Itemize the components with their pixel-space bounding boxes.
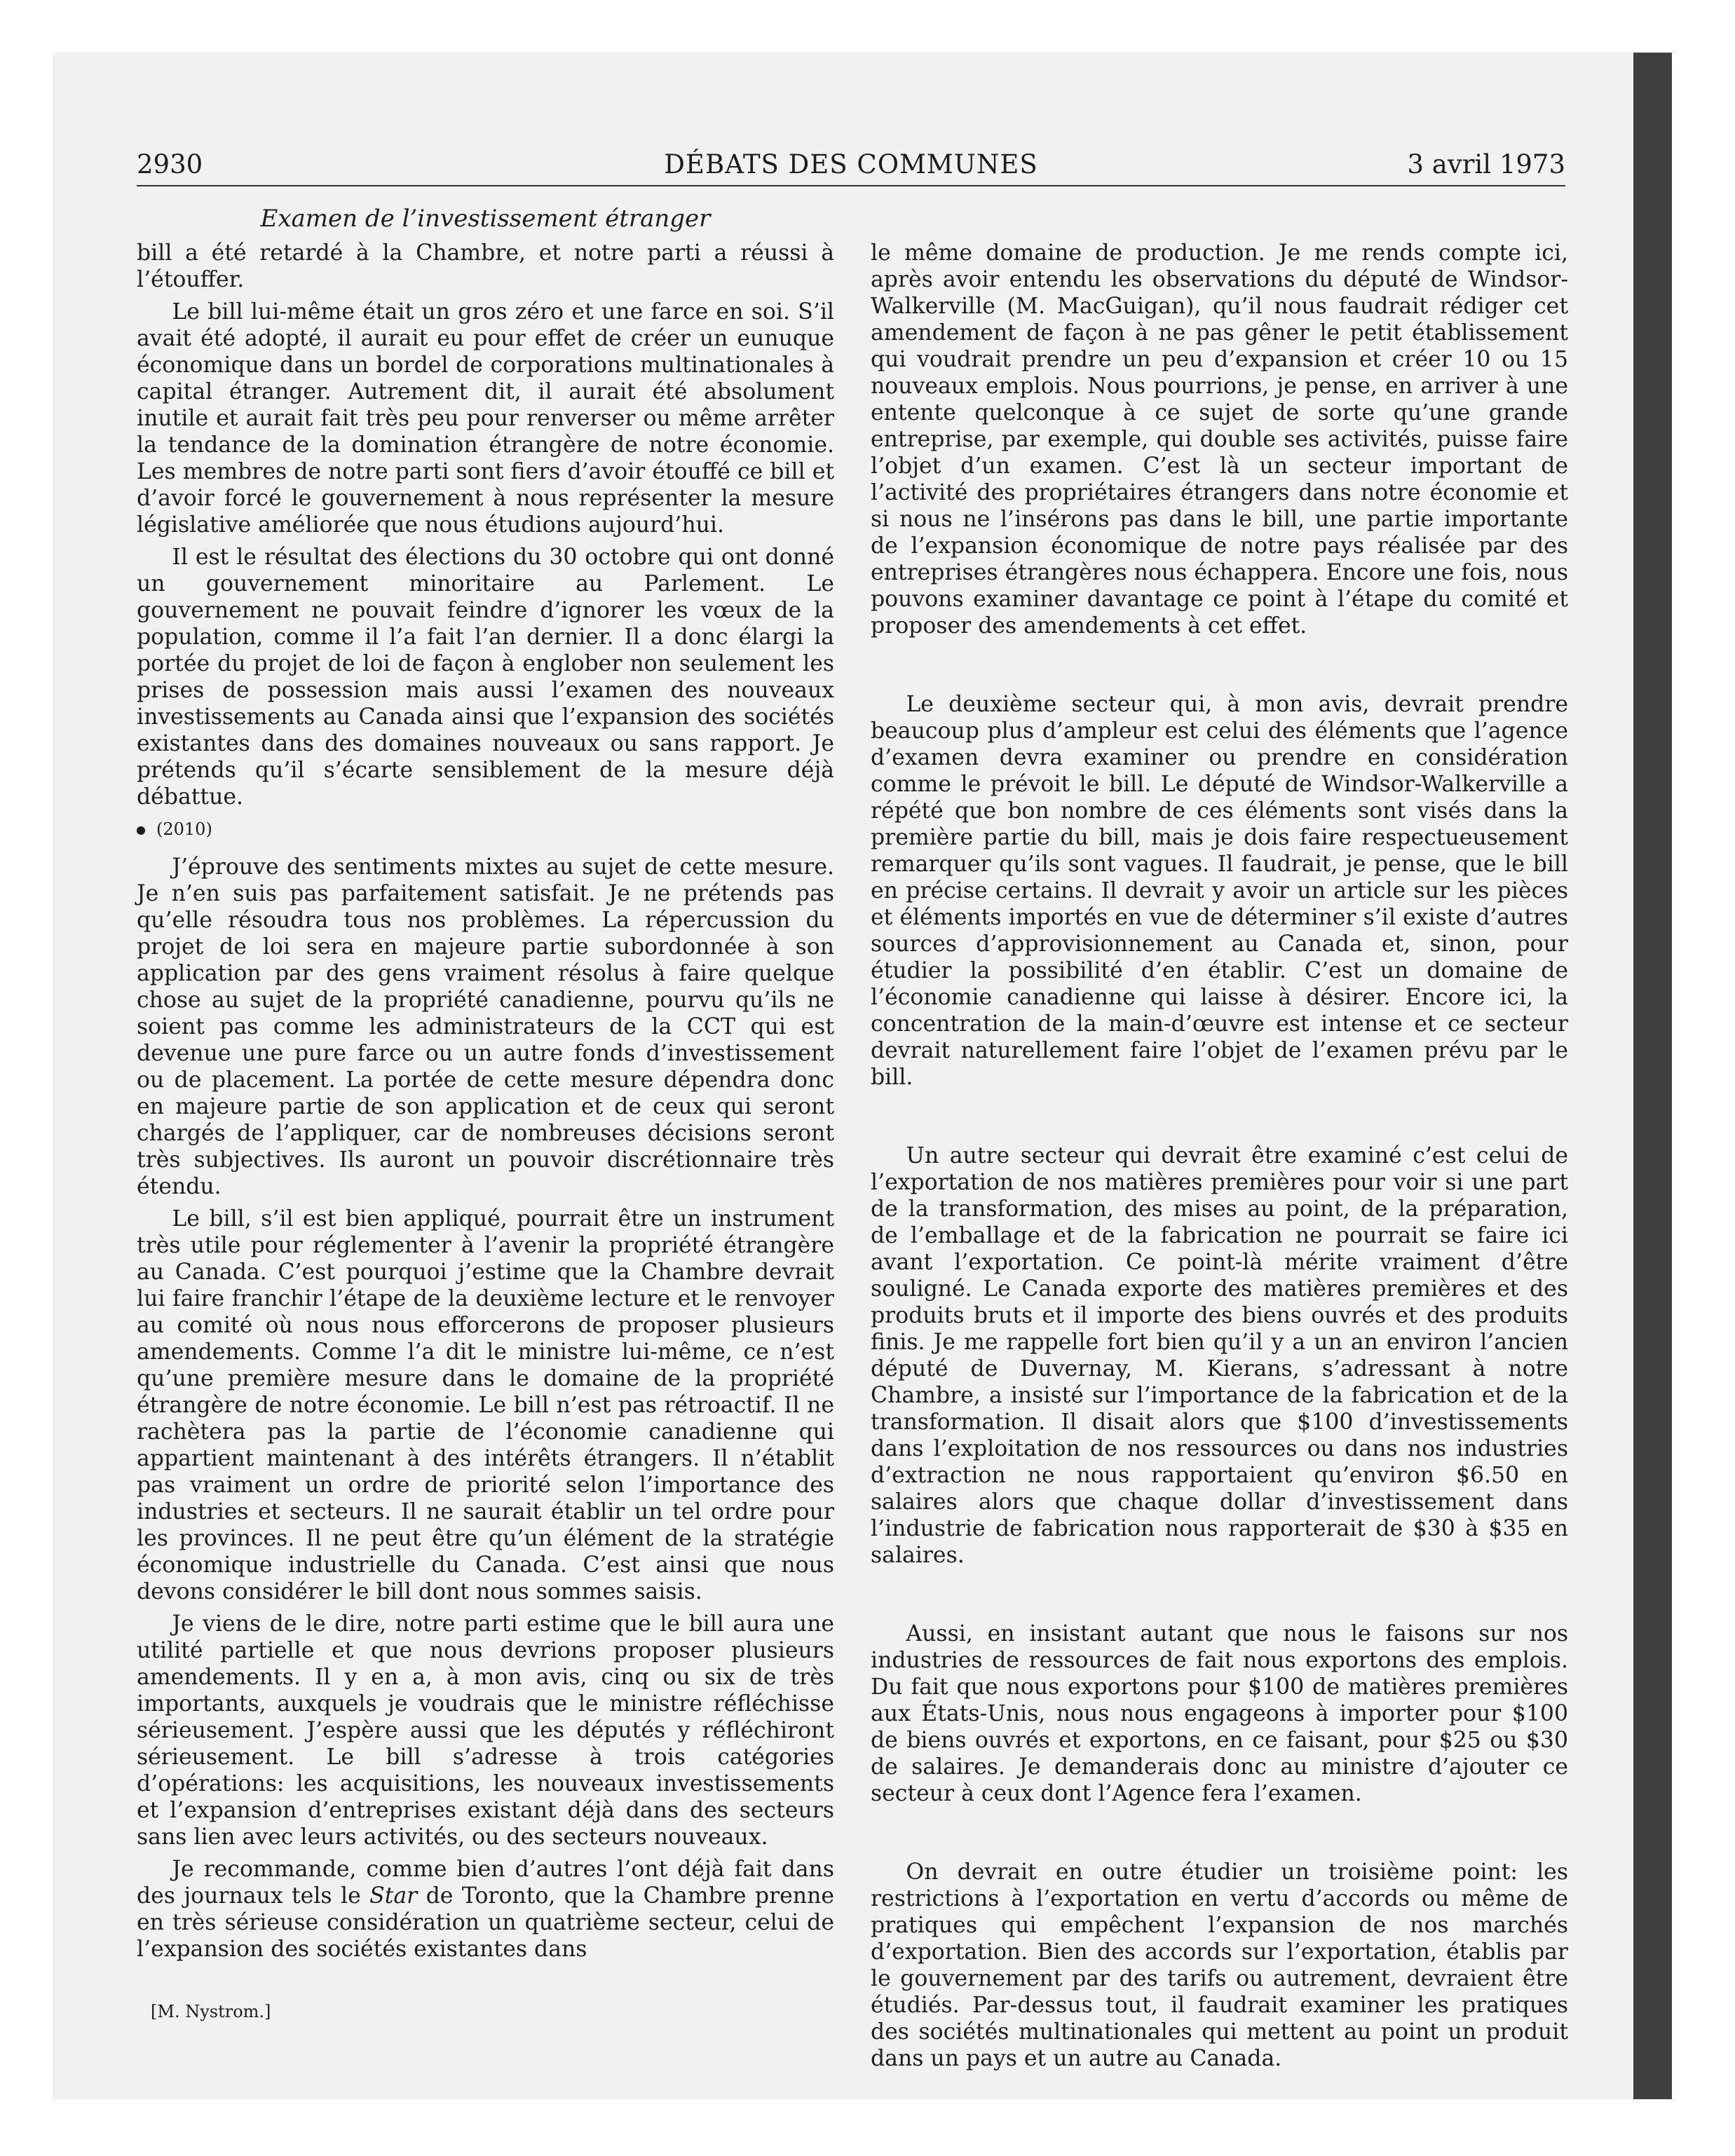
paragraph-text: Je recommande, comme bien d’autres l’ont déjà fait dans des journaux tels le <box>137 1857 834 1909</box>
scan-edge-shadow <box>1633 53 1672 2099</box>
paragraph: Le bill, s’il est bien appliqué, pourrait être un instrument très utile pour réglementer à l’avenir la propriété étrangère au Canada. C’est pourquoi j’estime que la Chambre devrait lui faire franchir l’étape de la deuxième lecture et le renvoyer au comité où nous nous efforcerons de proposer plusieurs amendements. Comme l’a dit le ministre lui-même, ce n’est qu’une première mesure dans le domaine de la propriété étrangère de notre économie. Le bill n’est pas rétroactif. Il ne rachètera pas la partie de l’économie canadienne qui appartient maintenant à des intérêts étrangers. Il n’établit pas vraiment un ordre de priorité selon l’importance des industries et secteurs. Il ne saurait établir un tel ordre pour les provinces. Il ne peut être qu’un élément de la stratégie économique industrielle du Canada. C’est ainsi que nous devons considérer le bill dont nous sommes saisis. <box>137 1206 834 1604</box>
paragraph: Un autre secteur qui devrait être examiné c’est celui de l’exportation de nos matières premières pour voir si une part de la transformation, des mises au point, de la préparation, de l’emballage et de la fabrication ne pourrait se faire ici avant l’exportation. Ce point-là mérite vraiment d’être souligné. Le Canada exporte des matières premières et des produits bruts et il importe des biens ouvrés et des produits finis. Je me rappelle fort bien qu’il y a un an environ l’ancien député de Duvernay, M. Kierans, s’adressant à notre Chambre, a insisté sur l’importance de la fabrication et de la transformation. Il disait alors que $100 d’investissements dans l’exploitation de nos ressources ou dans nos industries d’extraction ne nous rapportaient qu’environ $6.50 en salaires alors que chaque dollar d’investissement dans l’industrie de fabrication nous rapporterait de $30 à $35 en salaires. <box>871 1143 1568 1568</box>
time-marker <box>137 816 834 842</box>
newspaper-name: Star <box>369 1883 418 1909</box>
page-date: 3 avril 1973 <box>1407 149 1565 179</box>
paragraph: le même domaine de production. Je me rends compte ici, après avoir entendu les observations du député de Windsor-Walkerville (M. MacGuigan), qu’il nous faudrait rédiger cet amendement de façon à ne pas gêner le petit établissement qui voudrait prendre un peu d’expansion et créer 10 ou 15 nouveaux emplois. Nous pourrions, je pense, en arriver à une entente quelconque à ce sujet de sorte qu’une grande entreprise, par exemple, qui double ses activités, puisse faire l’objet d’un examen. C’est là un secteur important de l’activité des propriétaires étrangers dans notre économie et si nous ne l’insérons pas dans le bill, une partie importante de l’expansion économique de notre pays réalisée par des entreprises étrangères nous échappera. Encore une fois, nous pouvons examiner davantage ce point à l’étape du comité et proposer des amendements à cet effet. <box>871 240 1569 639</box>
time-marker-text: (2010) <box>156 819 212 839</box>
journal-title: DÉBATS DES COMMUNES <box>664 149 1038 179</box>
page-header <box>137 147 1565 186</box>
paragraph: On devrait en outre étudier un troisième point: les restrictions à l’exportation en vertu d’accords ou même de pratiques qui empêchent l’expansion de nos marchés d’exportation. Bien des accords sur l’exportation, établis par le gouvernement par des tarifs ou autrement, devraient être étudiés. Par-dessus tout, il faudrait examiner les pratiques des sociétés multinationales qui mettent au point un produit dans un pays et un autre au Canada. <box>871 1860 1568 2071</box>
speaker-note: [M. Nystrom.] <box>151 2002 271 2021</box>
paragraph-text: de Toronto, que la Chambre prenne en très sérieuse considération un quatrième secteur, celui de l’expansion des sociétés existantes dans <box>137 1883 834 1962</box>
left-column <box>137 240 834 1968</box>
paragraph: Je viens de le dire, notre parti estime que le bill aura une utilité partielle et que nous devrions proposer plusieurs amendements. Il y en a, à mon avis, cinq ou six de très importants, auxquels je voudrais que le ministre réfléchisse sérieusement. J’espère aussi que les députés y réfléchiront sérieusement. Le bill s’adresse à trois catégories d’opérations: les acquisitions, les nouveaux investissements et l’expansion d’entreprises existant déjà dans des secteurs sans lien avec leurs activités, ou des secteurs nouveaux. <box>137 1611 834 1850</box>
paragraph <box>137 1856 834 1963</box>
paragraph: bill a été retardé à la Chambre, et notre parti a réussi à l’étouffer. <box>137 240 834 292</box>
paragraph: Il est le résultat des élections du 30 octobre qui ont donné un gouvernement minoritaire au Parlement. Le gouvernement ne pouvait feindre d’ignorer les vœux de la population, comme il l’a fait l’an dernier. Il a donc élargi la portée du projet de loi de façon à englober non seulement les prises de possession mais aussi l’examen des nouveaux investissements au Canada ainsi que l’expansion des sociétés existantes dans des domaines nouveaux ou sans rapport. Je prétends qu’il s’écarte sensiblement de la mesure déjà débattue. <box>137 545 834 810</box>
bullet-icon <box>137 826 145 835</box>
paragraph: Le deuxième secteur qui, à mon avis, devrait prendre beaucoup plus d’ampleur est celui des éléments que l’agence d’examen devra examiner ou prendre en considération comme le prévoit le bill. Le député de Windsor-Walkerville a répété que bon nombre de ces éléments sont visés dans la première partie du bill, mais je dois faire respectueusement remarquer qu’ils sont vagues. Il faudrait, je pense, que le bill en précise certains. Il devrait y avoir un article sur les pièces et éléments importés en vue de déterminer s’il existe d’autres sources d’approvisionnement au Canada et, sinon, pour étudier la possibilité d’en établir. C’est un domaine de l’économie canadienne qui laisse à désirer. Encore ici, la concentration de la main-d’œuvre est intense et ce secteur devrait naturellement faire l’objet de l’examen prévu par le bill. <box>871 692 1568 1090</box>
paragraph: J’éprouve des sentiments mixtes au sujet de cette mesure. Je n’en suis pas parfaitement satisfait. Je ne prétends pas qu’elle résoudra tous nos problèmes. La répercussion du projet de loi sera en majeure partie subordonnée à son application par des gens vraiment résolus à faire quelque chose au sujet de la propriété canadienne, pourvu qu’ils ne soient pas comme les administrateurs de la CCT qui est devenue une pure farce ou un autre fonds d’investissement ou de placement. La portée de cette mesure dépendra donc en majeure partie de son application et de ceux qui seront chargés de l’appliquer, car de nombreuses décisions seront très subjectives. Ils auront un pouvoir discrétionnaire très étendu. <box>137 854 834 1199</box>
paragraph: Le bill lui-même était un gros zéro et une farce en soi. S’il avait été adopté, il aurait eu pour effet de créer un eunuque économique dans un bordel de corporations multinationales à capital étranger. Autrement dit, il aurait été absolument inutile et aurait fait très peu pour renverser ou même arrêter la tendance de la domination étrangère de notre économie. Les membres de notre parti sont fiers d’avoir étouffé ce bill et d’avoir forcé le gouvernement à nous représenter la mesure législative améliorée que nous étudions aujourd’hui. <box>137 299 834 538</box>
right-column <box>871 240 1568 2072</box>
paragraph: Aussi, en insistant autant que nous le faisons sur nos industries de ressources de fait nous exportons des emplois. Du fait que nous exportons pour $100 de matières premières aux États-Unis, nous nous engageons à importer pour $100 de biens ouvrés et exportons, en ce faisant, pour $25 ou $30 de salaires. Je demanderais donc au ministre d’ajouter ce secteur à ceux dont l’Agence fera l’examen. <box>871 1621 1568 1806</box>
section-title: Examen de l’investissement étranger <box>260 205 711 233</box>
page-number: 2930 <box>137 149 203 179</box>
